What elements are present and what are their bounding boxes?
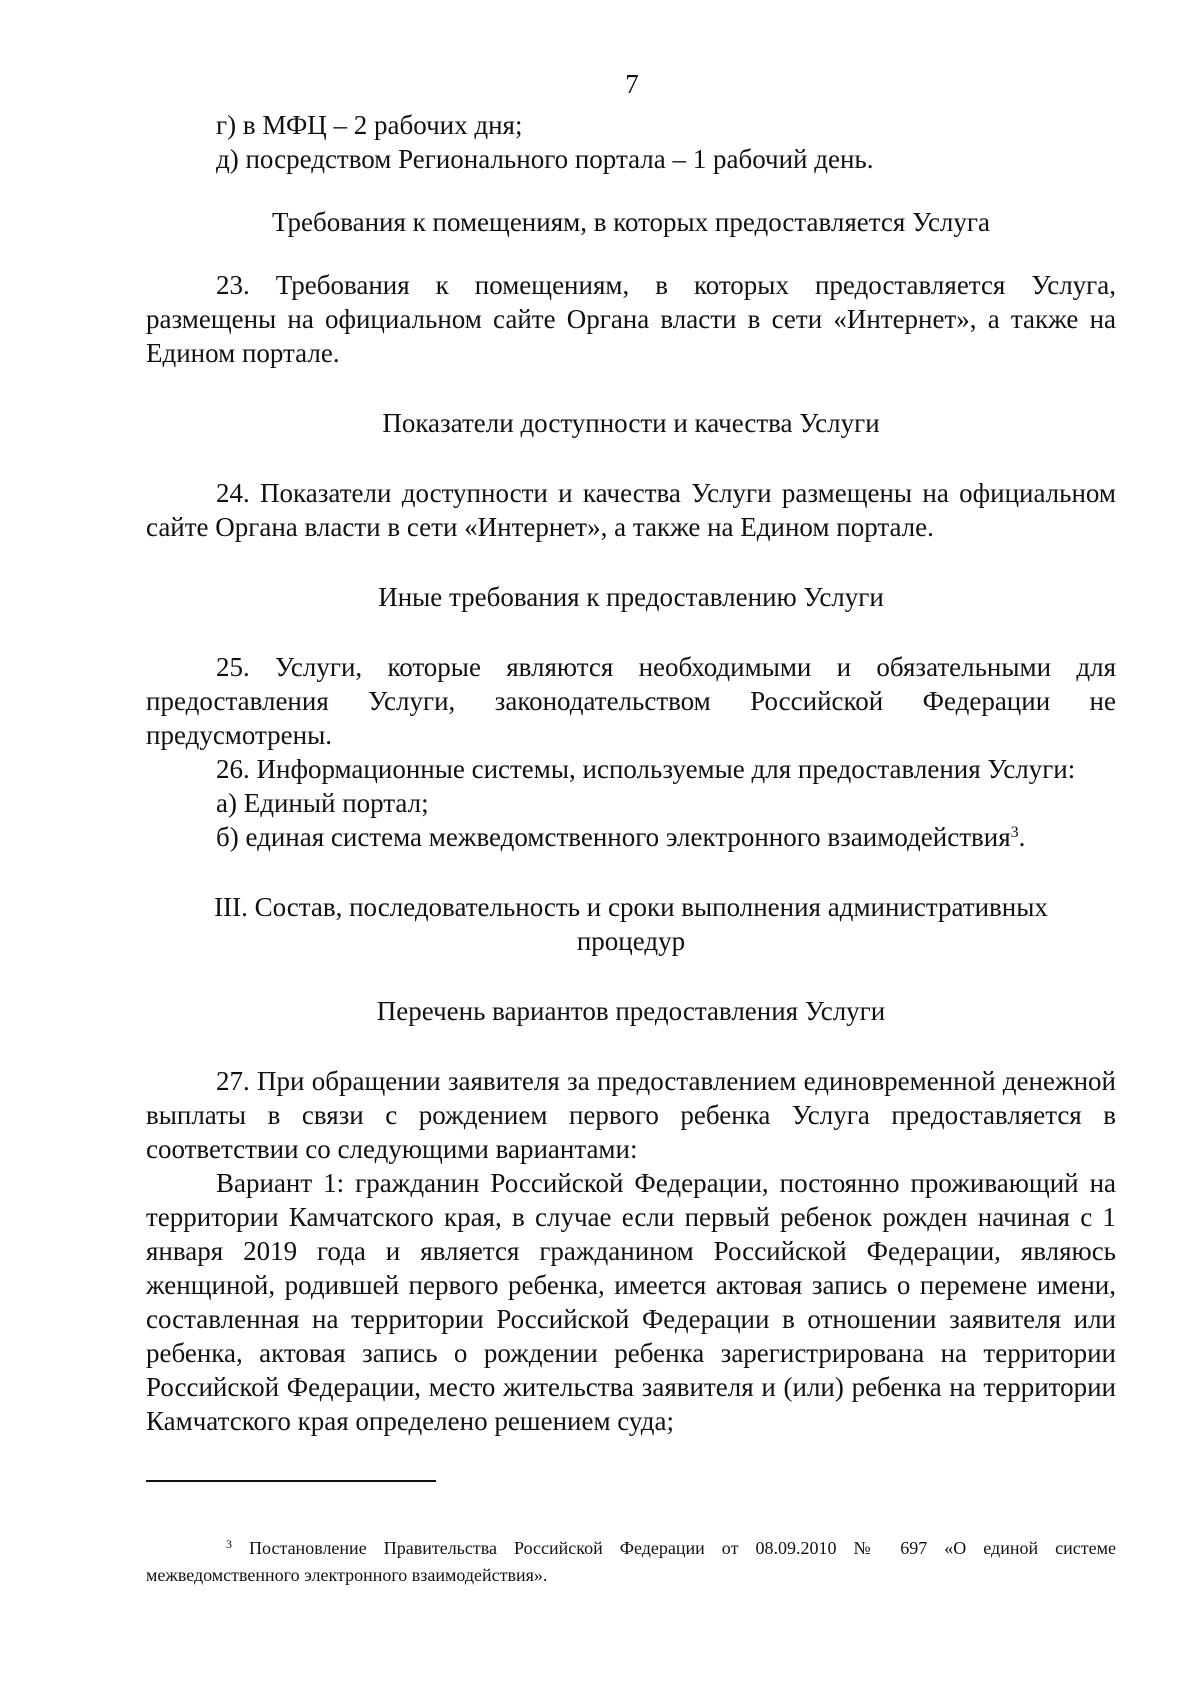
list-item-26b: [146, 820, 1116, 854]
chapter-heading-line1: III. Состав, последовательность и сроки выполнения административных: [214, 892, 1048, 922]
list-item-26b-end: .: [1018, 822, 1026, 852]
section-heading-variants: Перечень вариантов предоставления Услуги: [376, 996, 886, 1026]
list-item-d: д) посредством Регионального портала – 1 рабочий день.: [216, 144, 874, 174]
paragraph-27: 27. При обращении заявителя за предоставлением единовременной денежной выплаты в связи с рождением первого ребенка Услуга предоставляется в соответствии со следующими вариантами:: [146, 1066, 1116, 1164]
footnote: [146, 1535, 1116, 1589]
footnote-separator: [146, 1480, 436, 1482]
footnote-reference: 3: [1010, 824, 1019, 841]
section-heading-other-requirements: Иные требования к предоставлению Услуги: [378, 582, 884, 612]
document-body: [146, 108, 1116, 1438]
list-item-26b-text: б) единая система межведомственного электронного взаимодействия: [216, 822, 1011, 852]
section-heading-accessibility: Показатели доступности и качества Услуги: [382, 408, 880, 438]
paragraph-24: 24. Показатели доступности и качества Услуги размещены на официальном сайте Органа власти в сети «Интернет», а также на Едином портале.: [146, 478, 1116, 542]
list-item-26a: а) Единый портал;: [216, 788, 429, 818]
footnote-number: 3: [226, 1537, 232, 1551]
section-heading-premises: Требования к помещениям, в которых предоставляется Услуга: [272, 207, 990, 237]
page-number: 7: [625, 69, 639, 99]
paragraph-23: 23. Требования к помещениям, в которых предоставляется Услуга, размещены на официальном сайте Органа власти в сети «Интернет», а также на Едином портале.: [146, 270, 1116, 368]
paragraph-26: 26. Информационные системы, используемые для предоставления Услуги:: [216, 754, 1076, 784]
paragraph-25: 25. Услуги, которые являются необходимыми и обязательными для предоставления Услуги, законодательством Российской Федерации не предусмотрены.: [146, 652, 1116, 750]
chapter-heading-line2: процедур: [576, 926, 686, 956]
footnote-text: Постановление Правительства Российской Федерации от 08.09.2010 № 697 «О единой системе межведомственного электронного взаимодействия».: [146, 1538, 1116, 1585]
paragraph-variant-1: Вариант 1: гражданин Российской Федерации, постоянно проживающий на территории Камчатского края, в случае если первый ребенок рожден начиная с 1 января 2019 года и является гражданином Российской Федерации, являюсь женщиной, родившей первого ребенка, имеется актовая запись о перемене имени, составленная на территории Российской Федерации в отношении заявителя или ребенка, актовая запись о рождении ребенка зарегистрирована на территории Российской Федерации, место жительства заявителя и (или) ребенка на территории Камчатского края определено решением суда;: [146, 1168, 1116, 1436]
list-item-g: г) в МФЦ – 2 рабочих дня;: [216, 110, 523, 140]
